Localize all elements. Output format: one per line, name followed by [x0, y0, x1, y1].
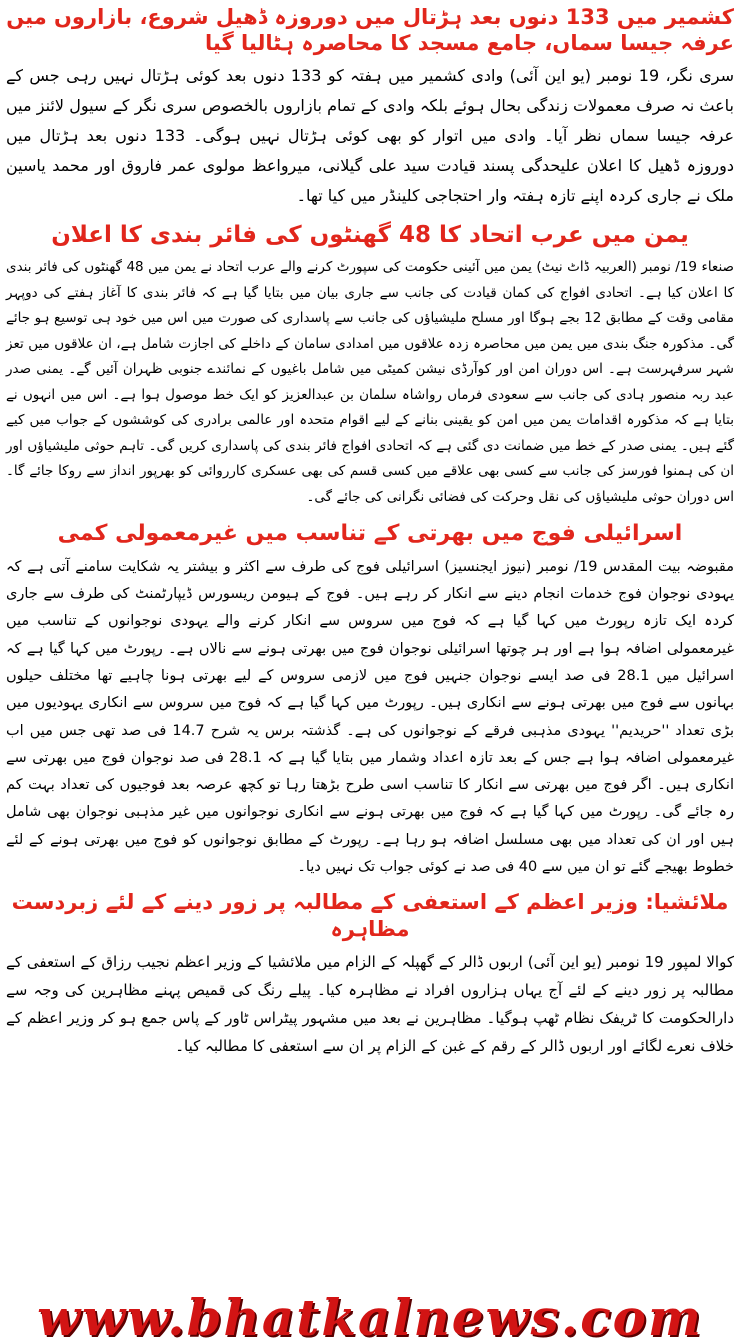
- headline-yemen: یمن میں عرب اتحاد کا 48 گھنٹوں کی فائر بندی کا اعلان: [51, 221, 689, 248]
- body-kashmir: سری نگر، 19 نومبر (یو این آئی) وادی کشمیر میں ہفتہ کو 133 دنوں بعد کوئی ہڑتال نہیں رہی جس کے باعث نہ صرف معمولات زندگی بحال ہوئے بلکہ وادی کے تمام بازاروں بالخصوص سری نگر کے سیول لائنز میں عرفہ جیسا سماں نظر آیا۔ وادی میں اتوار کو بھی کوئی ہڑتال نہیں ہوگی۔ 133 دنوں بعد ہڑتال میں دوروزہ ڈھیل کا اعلان علیحدگی پسند قیادت سید علی گیلانی، میرواعظ مولوی عمر فاروق اور محمد یاسین ملک نے جاری کردہ اپنے تازہ ہفتہ وار احتجاجی کلینڈر میں کیا تھا۔: [6, 65, 734, 205]
- article-malaysia: [0, 881, 740, 1060]
- article-israel: [0, 510, 740, 881]
- site-watermark: www.bhatkalnews.com: [37, 1287, 703, 1343]
- body-israel: مقبوضہ بیت المقدس 19/ نومبر (نیوز ایجنسیز) اسرائیلی فوج کی طرف سے اکثر و بیشتر یہ شکایت سامنے آتی ہے کہ یہودی نوجوان فوج خدمات انجام دینے سے انکار کر رہے ہیں۔ فوج کے ہیومن ریسورس ڈیپارٹمنٹ کی طرف سے جاری کردہ ایک تازہ رپورٹ میں کہا گیا ہے کہ فوج میں سروس سے انکار کرنے والے یہودی نوجوانوں کے تناسب میں غیرمعمولی اضافہ ہوا ہے اور ہر چوتھا اسرائیلی نوجوان فوج میں بھرتی ہونے سے نالاں ہے۔ رپورٹ میں کہا گیا ہے کہ اسرائیل میں 28.1 فی صد ایسے نوجوان جنہیں فوج میں لازمی سروس کے لیے بھرتی ہونا چاہیے تھا مختلف حیلوں بہانوں سے فوج میں بھرتی ہونے سے انکاری ہیں۔ رپورٹ میں کہا گیا ہے کہ فوج میں سروس سے انکاری یہودیوں میں بڑی تعداد ''حریدیم'' یہودی مذہبی فرقے کے نوجوانوں کی ہے۔ گذشتہ برس یہ شرح 14.7 فی صد تھی جس میں اب غیرمعمولی اضافہ ہوا ہے جس کے بعد تازہ اعداد وشمار میں بتایا گیا ہے کہ 28.1 فی صد نوجوان فوج میں بھرتی سے انکاری ہیں۔ اگر فوج میں بھرتی سے انکار کا تناسب اسی طرح بڑھتا رہا تو کچھ عرصہ بعد فوجیوں کی تعداد بہت کم رہ جائے گی۔ رپورٹ میں کہا گیا ہے کہ فوج میں بھرتی ہونے سے انکاری نوجوانوں میں غیر مذہبی نوجوان بھی شامل ہیں اور ان کی تعداد میں بھی مسلسل اضافہ ہو رہا ہے۔ رپورٹ کے مطابق نوجوانوں کو فوج میں بھرتی ہونے کے لئے خطوط بھیجے گئے تو ان میں سے 40 فی صد نے کوئی جواب تک نہیں دیا۔: [6, 558, 735, 876]
- body-yemen: صنعاء 19/ نومبر (العربیہ ڈاٹ نیٹ) یمن میں آئینی حکومت کی سپورٹ کرنے والے عرب اتحاد نے یمن میں 48 گھنٹوں کی فائر بندی کا اعلان کیا ہے۔ اتحادی افواج کی کمان قیادت کی جانب سے جاری بیان میں بتایا گیا ہے کہ فائر بندی کا آغاز ہفتے کی دوپہر مقامی وقت کے مطابق 12 بجے ہوگا اور مسلح ملیشیاؤں کی جانب سے پاسداری کی صورت میں اس میں خود ہی توسیع ہو جائے گی۔ مذکورہ جنگ بندی میں یمن میں محاصرہ زدہ علاقوں میں امدادی سامان کے داخلے کی اجازت شامل ہے، ان علاقوں میں تعز شہر سرفہرست ہے۔ اس دوران امن اور کوآرڈی نیشن کمیٹی میں شامل باغیوں کے نمائندے جنوبی ظہران آئیں گے۔ یمنی صدر عبد ربہ منصور ہادی کی جانب سے سعودی فرماں رواشاہ سلمان بن عبدالعزیز کو ایک خط موصول ہوا ہے۔ اس میں انہوں نے بتایا ہے کہ مذکورہ اقدامات یمن میں امن کو یقینی بنانے کے لیے اقوام متحدہ اور عالمی برادری کی کوششوں کے جواب میں کیے گئے ہیں۔ یمنی صدر کے خط میں ضمانت دی گئی ہے کہ اتحادی افواج فائر بندی کی پاسداری کریں گی۔ تاہم حوثی ملیشیاؤں اور ان کی ہمنوا فورسز کی جانب سے کسی بھی علاقے میں کسی قسم کی بھی عسکری کارروائی کو بھرپور انداز سے روکا جائے گا۔ اس دوران حوثی ملیشیاؤں کی نقل وحرکت کی فضائی نگرانی کی جائے گی۔: [6, 259, 735, 505]
- headline-malaysia: ملائشیا: وزیر اعظم کے استعفی کے مطالبہ پر زور دینے کے لئے زبردست مظاہرہ: [11, 890, 729, 941]
- article-yemen: [0, 211, 740, 511]
- headline-israel: اسرائیلی فوج میں بھرتی کے تناسب میں غیرمعمولی کمی: [57, 521, 683, 547]
- body-malaysia: کوالا لمپور 19 نومبر (یو این آئی) اربوں ڈالر کے گھپلہ کے الزام میں ملائشیا کے وزیر اعظم نجیب رزاق کے استعفی کے مطالبہ پر زور دینے کے لئے آج یہاں ہزاروں افراد نے مظاہرہ کیا۔ پیلے رنگ کی قمیص پہنے مظاہرین کی وجہ سے دارالحکومت کا ٹریفک نظام ٹھپ ہوگیا۔ مظاہرین نے بعد میں مشہور پیٹراس ٹاور کے پاس جمع ہو کر وزیر اعظم کے خلاف نعرے لگائے اور اربوں ڈالر کے رقم کے غبن کے الزام پر ان سے استعفی کا مطالبہ کیا۔: [6, 952, 734, 1055]
- footer-watermark-bar: [0, 1287, 740, 1343]
- article-kashmir: [0, 0, 740, 211]
- headline-kashmir: کشمیر میں 133 دنوں بعد ہڑتال میں دوروزہ ڈھیل شروع، بازاروں میں عرفہ جیسا سماں، جامع مسجد کا محاصرہ ہٹالیا گیا: [6, 5, 734, 56]
